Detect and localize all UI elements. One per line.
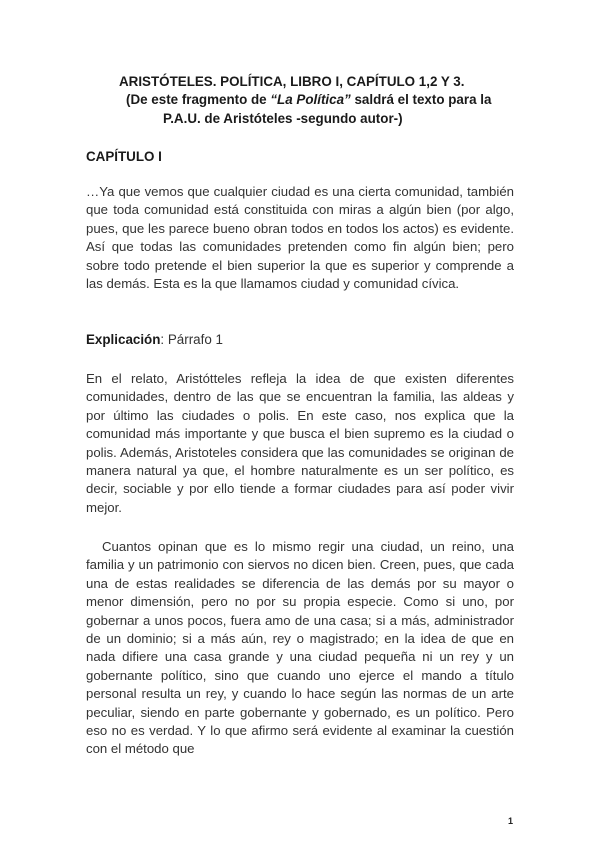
paragraph-2: En el relato, Aristótteles refleja la idea de que existen diferentes comunidades, dentro de las que se encuentran la familia, las aldeas y por último las ciudades o polis. En este caso, nos explica que la comunidad más importante y que busca el bien supremo es la ciudad o polis. Además, Aristoteles considera que las comunidades se originan de manera natural ya que, el hombre naturalmente es un ser político, es decir, sociable y por ello tiende a formar ciudades para así poder vivir mejor.	[86, 371, 514, 515]
explanation-label: Explicación	[86, 332, 161, 347]
title-line-2-prefix: (De este fragmento de	[126, 92, 271, 107]
title-line-2-emphasis: “La Política”	[270, 92, 351, 107]
chapter-heading: CAPÍTULO I	[86, 149, 162, 164]
document-title-line-2	[126, 92, 491, 107]
paragraph-1: …Ya que vemos que cualquier ciudad es una cierta comunidad, también que toda comunidad está constituida con miras a algún bien (por algo, pues, que les parece bueno obran todos en todos los actos) es evidente. Así que todas las comunidades pretenden como fin algún bien; pero sobre todo pretende el bien superior la que es superior y comprende a las demás. Esta es la que llamamos ciudad y comunidad cívica.	[86, 184, 514, 292]
document-title-line-3: P.A.U. de Aristóteles -segundo autor-)	[163, 111, 403, 126]
explanation-suffix: : Párrafo 1	[160, 332, 223, 347]
page-number: 1	[508, 816, 514, 826]
title-line-2-suffix: saldrá el texto para la	[350, 92, 492, 107]
document-title-line-1: ARISTÓTELES. POLÍTICA, LIBRO I, CAPÍTULO 1,2 Y 3.	[119, 74, 465, 89]
explanation-heading	[86, 332, 223, 347]
paragraph-3: Cuantos opinan que es lo mismo regir una ciudad, un reino, una familia y un patrimonio con siervos no dicen bien. Creen, pues, que cada una de estas realidades se diferencia de las demás por su mayor o menor dimensión, pero no por su propia especie. Como si uno, por gobernar a unos pocos, fuera amo de una casa; si a más, administrador de un dominio; si a más aún, rey o magistrado; en la idea de que en nada difiere una casa grande y una ciudad pequeña ni un rey y un gobernante político, sino que cuando uno ejerce el mando a título personal resulta un rey, y cuando lo hace según las normas de un arte peculiar, siendo en parte gobernante y gobernado, es un político. Pero eso no es verdad. Y lo que afirmo será evidente al examinar la cuestión con el método que	[86, 539, 514, 757]
